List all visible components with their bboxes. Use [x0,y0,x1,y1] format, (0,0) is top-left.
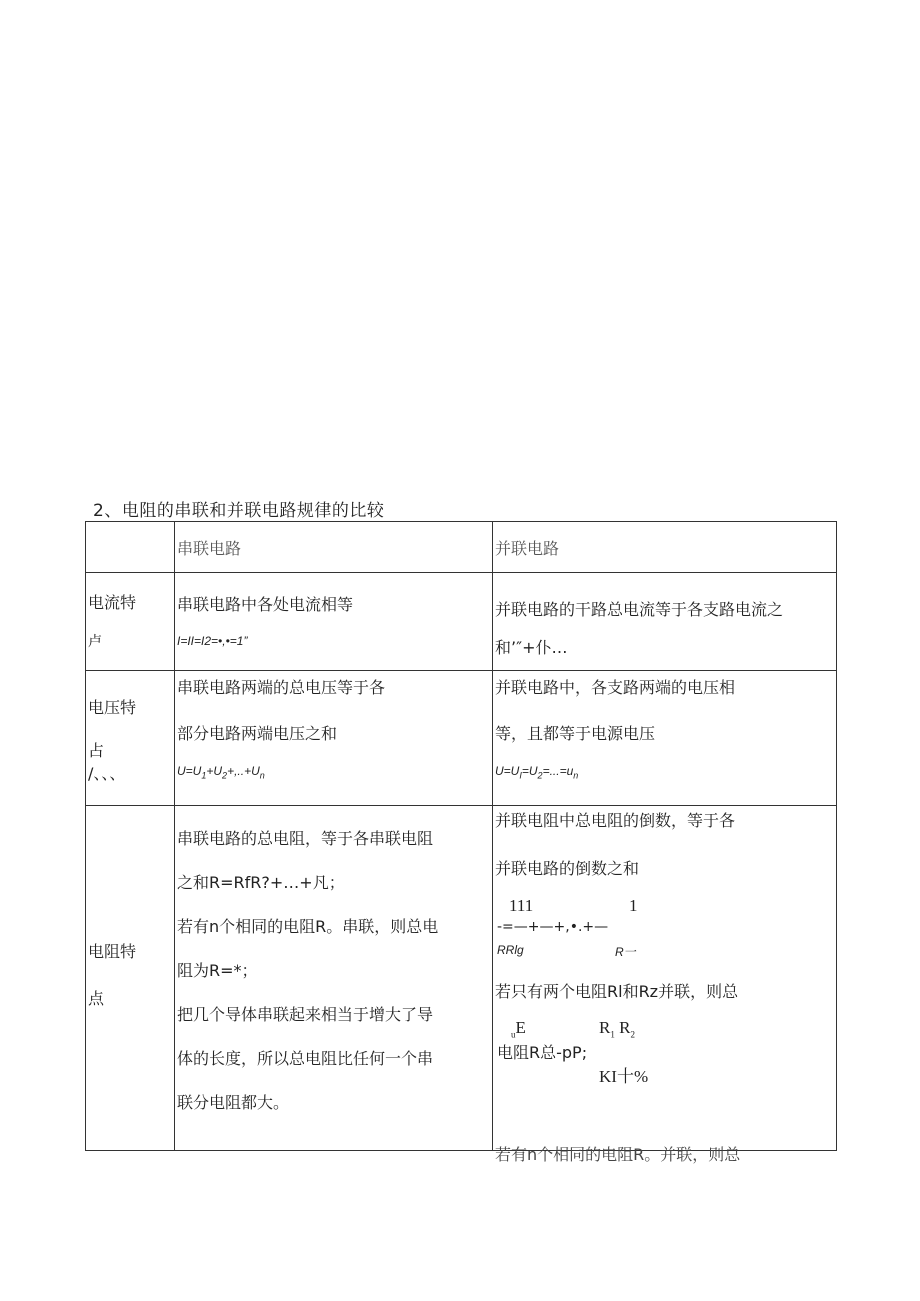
resistance-parallel-cell: 并联电阻中总电阻的倒数，等于各 并联电路的倒数之和 111 1 -=—+—+,•.+— RRlg R一 若只有两个电阻Rl和Rz并联，则总 $_u$E $R_1$ $R_2$ 电阻R总-pP; KI十% 若有n个相同的电阻R。并联，则总 [493,806,837,1151]
table-row-voltage [86,671,837,806]
reciprocal-formula: 111 1 -=—+—+,•.+— RRlg R一 [497,896,638,959]
series-voltage-formula: $U=U_1+U_2+,..+U_n$ [177,764,265,781]
table-header-row [86,522,837,573]
current-parallel-cell: 并联电路的干路总电流等于各支路电流之 和’″+仆… [493,573,837,671]
resistance-series-cell: 串联电路的总电阻，等于各串联电阻 之和R=RfR?+…+凡； 若有n个相同的电阻R。串联，则总电 阻为R=*； 把几个导体串联起来相当于增大了导 体的长度，所以总电阻比任何一个串 联分电阻都大。 [175,806,493,1151]
header-series-cell: 串联电路 [175,522,493,573]
voltage-series-cell: 串联电路两端的总电压等于各 部分电路两端电压之和 $U=U_1+U_2+,..+U_n$ [175,671,493,806]
header-empty-cell [86,522,175,573]
current-label-cell: 电流特 卢 [86,573,175,671]
voltage-parallel-cell: 并联电路中，各支路两端的电压相 等，且都等于电源电压 $U=U_I=U_2=...=u_n$ [493,671,837,806]
comparison-table [85,521,837,1164]
parallel-voltage-formula: $U=U_I=U_2=...=u_n$ [495,764,579,781]
table-row-resistance [86,806,837,1151]
header-parallel-cell: 并联电路 [493,522,837,573]
resistance-label-cell: 电阻特 点 [86,806,175,1151]
voltage-label-cell: 电压特 占 /、、、 [86,671,175,806]
table-row-current [86,573,837,671]
section-heading: 2、电阻的串联和并联电路规律的比较 [93,501,385,521]
two-resistor-formula: $_u$E $R_1$ $R_2$ 电阻R总-pP; KI十% [497,1018,649,1086]
current-series-cell: 串联电路中各处电流相等 I=II=I2=•,•=1” [175,573,493,671]
